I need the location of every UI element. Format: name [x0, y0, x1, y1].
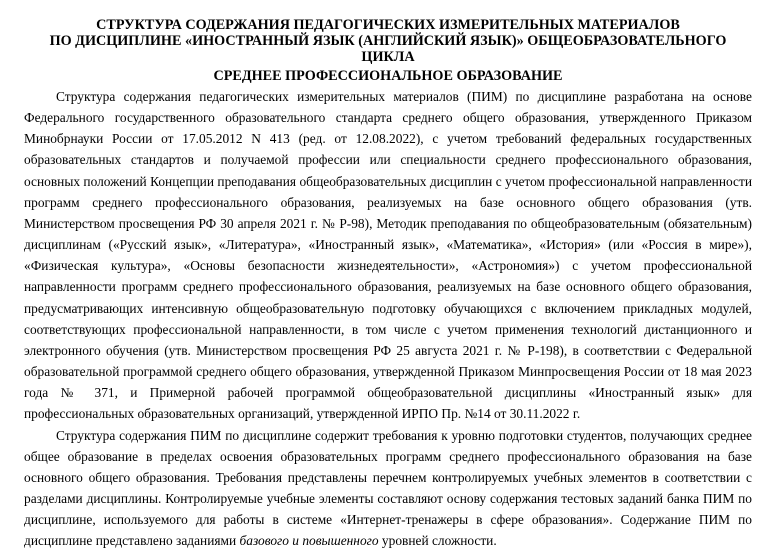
paragraph-structure: [24, 425, 752, 551]
paragraph-structure-emphasis: базового и повышенного: [240, 533, 379, 548]
document-title-line-1: СТРУКТУРА СОДЕРЖАНИЯ ПЕДАГОГИЧЕСКИХ ИЗМЕРИТЕЛЬНЫХ МАТЕРИАЛОВ: [24, 17, 752, 33]
paragraph-structure-text: Структура содержания ПИМ по дисциплине содержит требования к уровню подготовки студентов, получающих среднее общее образование в пределах освоения образовательных программ среднего профессионального образования на базе основного общего образования. Требования представлены перечнем контролируемых учебных элементов в соответствии с разделами дисциплины. Контролируемые учебные элементы составляют основу содержания тестовых заданий банка ПИМ по дисциплине, используемого для работы в системе «Интернет-тренажеры в сфере образования». Содержание ПИМ по дисциплине представлено заданиями: [24, 428, 752, 549]
document-page: [24, 17, 752, 551]
document-subtitle: СРЕДНЕЕ ПРОФЕССИОНАЛЬНОЕ ОБРАЗОВАНИЕ: [24, 68, 752, 84]
paragraph-structure-end: уровней сложности.: [379, 533, 497, 548]
paragraph-methodology: Структура содержания педагогических измерительных материалов (ПИМ) по дисциплине разработана на основе Федерального государственного образовательного стандарта среднего общего образования, утвержденного Приказом Минобрнауки России от 17.05.2012 N 413 (ред. от 12.08.2022), с учетом требований федеральных государственных образовательных стандартов и получаемой профессии или специальности среднего профессионального образования, основных положений Концепции преподавания общеобразовательных дисциплин с учетом профессиональной направленности программ среднего профессионального образования, реализуемых на базе основного общего образования (утв. Министерством просвещения РФ 30 апреля 2021 г. № Р-98), Методик преподавания по общеобразовательным (обязательным) дисциплинам («Русский язык», «Литература», «Иностранный язык», «Математика», «История» (или «Россия в мире»), «Физическая культура», «Основы безопасности жизнедеятельности», «Астрономия») с учетом профессиональной направленности программ среднего профессионального образования, реализуемых на базе основного общего образования, предусматривающих интенсивную общеобразовательную подготовку обучающихся с включением прикладных модулей, соответствующих профессиональной направленности, в том числе с учетом применения технологий дистанционного и электронного обучения (утв. Министерством просвещения РФ 25 августа 2021 г. № Р-198), в соответствии с Федеральной образовательной программой среднего общего образования, утвержденной Приказом Минпросвещения России от 18 мая 2023 года № 371, и Примерной рабочей программой общеобразовательной дисциплины «Иностранный язык» для профессиональных образовательных организаций, утвержденной ИРПО Пр. №14 от 30.11.2022 г.: [24, 86, 752, 425]
document-title-line-2: ПО ДИСЦИПЛИНЕ «ИНОСТРАННЫЙ ЯЗЫК (АНГЛИЙСКИЙ ЯЗЫК)» ОБЩЕОБРАЗОВАТЕЛЬНОГО ЦИКЛА: [24, 33, 752, 65]
